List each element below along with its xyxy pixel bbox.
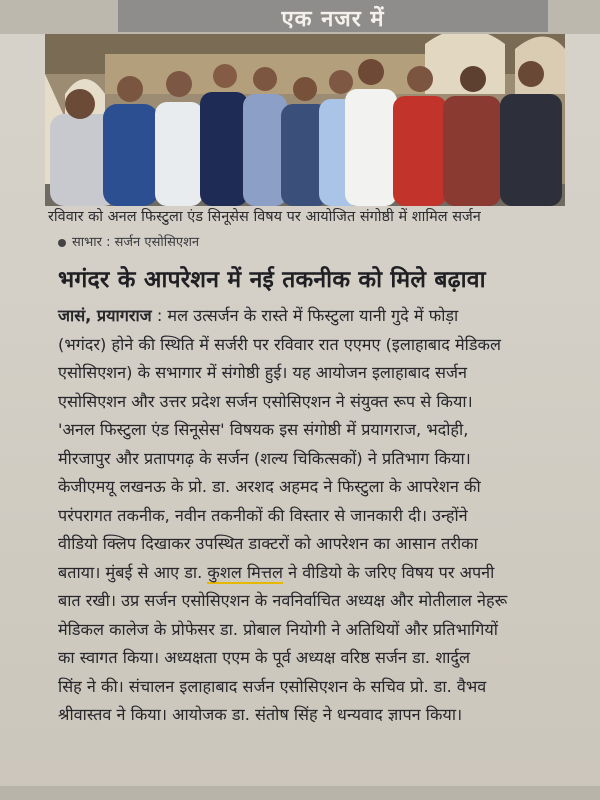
article-line-15: श्रीवास्तव ने किया। आयोजक डा. संतोष सिंह ने धन्यवाद ज्ञापन किया। (58, 705, 463, 724)
article-line-10: बताया। मुंबई से आए डा. कुशल मित्तल ने वीडियो के जरिए विषय पर अपनी (58, 562, 495, 582)
group-photo (45, 34, 565, 206)
article-body (58, 302, 563, 730)
group-photo-icon (45, 34, 565, 206)
highlighted-name: कुशल मित्तल (207, 562, 284, 582)
article-line-12: मेडिकल कालेज के प्रोफेसर डा. प्रोबाल नियोगी ने अतिथियों और प्रतिभागियों (58, 619, 498, 639)
article-line-13: का स्वागत किया। अध्यक्षता एएम के पूर्व अध्यक्ष वरिष्ठ सर्जन डा. शार्दुल (58, 648, 470, 667)
article-line-4: एसोसिएशन और उत्तर प्रदेश सर्जन एसोसिएशन ने संयुक्त रूप से किया। (58, 391, 473, 411)
article-byline: जासं, प्रयागराज (58, 306, 152, 325)
article-line-6: मीरजापुर और प्रतापगढ़ के सर्जन (शल्य चिकित्सकों) ने प्रतिभाग किया। (58, 448, 471, 468)
section-header (118, 0, 548, 32)
article-headline: भगंदर के आपरेशन में नई तकनीक को मिले बढ़ावा (58, 267, 486, 293)
article-line-8: परंपरागत तकनीक, नवीन तकनीकों की विस्तार से जानकारी दी। उन्होंने (58, 505, 468, 525)
photo-credit-text: साभार : सर्जन एसोसिएशन (72, 235, 200, 250)
article-line-2: (भगंदर) होने की स्थिति में सर्जरी पर रविवार रात एएमए (इलाहाबाद मेडिकल (58, 334, 501, 354)
photo-credit (58, 232, 199, 250)
article-line-7: केजीएमयू लखनऊ के प्रो. डा. अरशद अहमद ने फिस्टुला के आपरेशन की (58, 477, 481, 496)
page-bottom-edge (0, 786, 600, 800)
bullet-icon (58, 239, 66, 247)
photo-caption: रविवार को अनल फिस्टुला एंड सिनूसेस विषय पर आयोजित संगोष्ठी में शामिल सर्जन (48, 209, 481, 225)
article-line-9: वीडियो क्लिप दिखाकर उपस्थित डाक्टरों को आपरेशन का आसान तरीका (58, 534, 478, 553)
article-line-5: 'अनल फिस्टुला एंड सिनूसेस' विषयक इस संगोष्ठी में प्रयागराज, भदोही, (58, 420, 469, 439)
article-line-3: एसोसिएशन) के सभागार में संगोष्ठी हुई। यह आयोजन इलाहाबाद सर्जन (58, 363, 467, 382)
article-line-11: बात रखी। उप्र सर्जन एसोसिएशन के नवनिर्वाचित अध्यक्ष और मोतीलाल नेहरू (58, 591, 508, 610)
article-line-1: जासं, प्रयागराज : मल उत्सर्जन के रास्ते में फिस्टुला यानी गुदे में फोड़ा (58, 306, 459, 325)
section-title: एक नजर में (281, 7, 385, 32)
article-line-14: सिंह ने की। संचालन इलाहाबाद सर्जन एसोसिएशन के सचिव प्रो. डा. वैभव (58, 676, 487, 696)
